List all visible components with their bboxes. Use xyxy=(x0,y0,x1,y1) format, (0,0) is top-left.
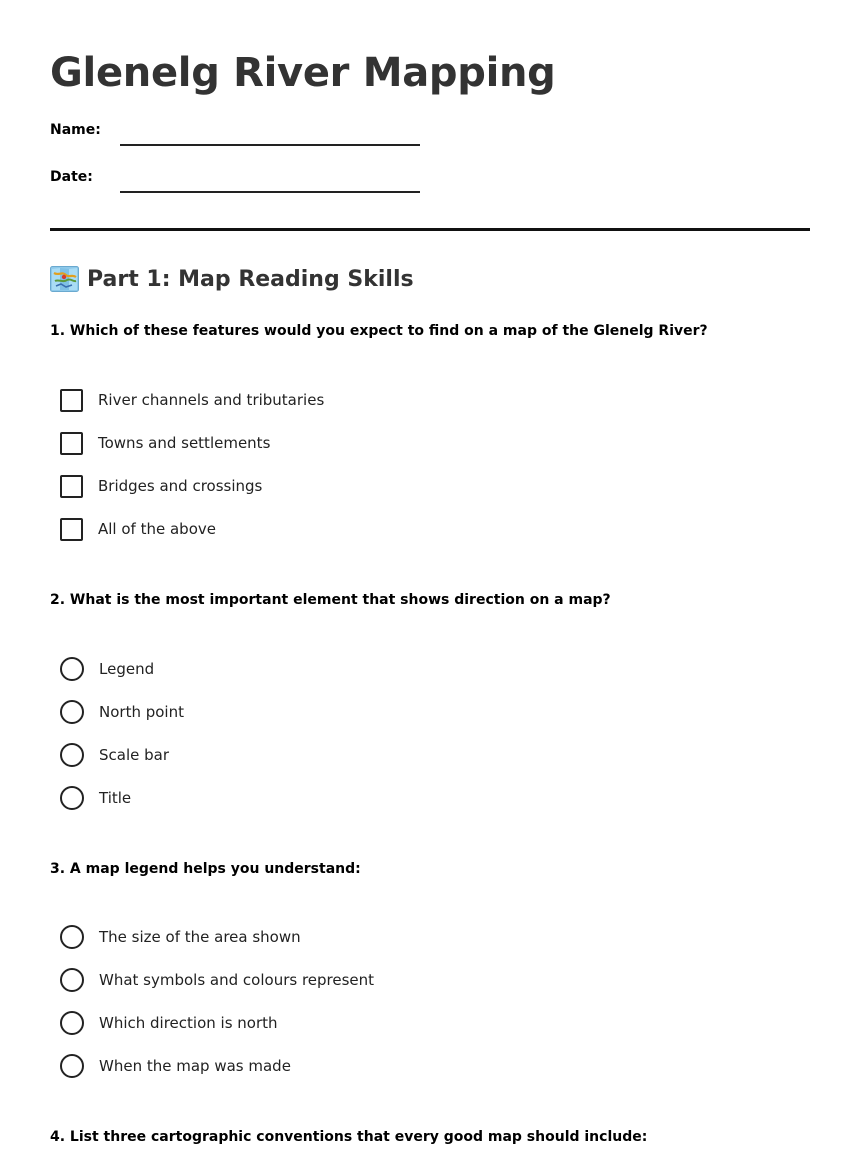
q2-option-3[interactable] xyxy=(60,742,169,768)
option-label: The size of the area shown xyxy=(99,928,301,946)
checkbox[interactable] xyxy=(60,389,83,412)
q3-option-3[interactable] xyxy=(60,1010,278,1036)
checkbox[interactable] xyxy=(60,432,83,455)
radio-button[interactable] xyxy=(60,700,84,724)
q2-option-4[interactable] xyxy=(60,785,131,811)
option-label: Scale bar xyxy=(99,746,170,764)
option-label: Which direction is north xyxy=(99,1014,278,1032)
option-label: Bridges and crossings xyxy=(98,477,263,495)
q3-option-4[interactable] xyxy=(60,1053,291,1079)
option-label: Towns and settlements xyxy=(98,434,271,452)
checkbox[interactable] xyxy=(60,518,83,541)
radio-button[interactable] xyxy=(60,743,84,767)
option-label: All of the above xyxy=(98,520,216,538)
header-divider xyxy=(50,228,810,231)
name-label: Name: xyxy=(50,122,101,138)
name-field-row xyxy=(50,120,430,150)
date-field[interactable] xyxy=(120,191,420,193)
q2-option-2[interactable] xyxy=(60,699,184,725)
q1-option-3[interactable] xyxy=(60,473,262,499)
date-label: Date: xyxy=(50,169,93,185)
checkbox[interactable] xyxy=(60,475,83,498)
question-2: 2. What is the most important element that shows direction on a map? xyxy=(50,592,611,608)
name-field[interactable] xyxy=(120,144,420,146)
radio-button[interactable] xyxy=(60,786,84,810)
q1-option-2[interactable] xyxy=(60,430,270,456)
page-title: Glenelg River Mapping xyxy=(50,50,556,96)
radio-button[interactable] xyxy=(60,1011,84,1035)
option-label: What symbols and colours represent xyxy=(99,971,375,989)
q1-option-4[interactable] xyxy=(60,516,216,542)
option-label: River channels and tributaries xyxy=(98,391,325,409)
map-icon xyxy=(50,266,79,292)
option-label: When the map was made xyxy=(99,1057,291,1075)
q3-option-1[interactable] xyxy=(60,924,301,950)
option-label: Legend xyxy=(99,660,155,678)
section-heading xyxy=(50,266,414,292)
question-4: 4. List three cartographic conventions that every good map should include: xyxy=(50,1129,648,1145)
section-heading-text: Part 1: Map Reading Skills xyxy=(87,266,414,292)
option-label: Title xyxy=(99,789,132,807)
q1-option-1[interactable] xyxy=(60,387,324,413)
radio-button[interactable] xyxy=(60,968,84,992)
radio-button[interactable] xyxy=(60,1054,84,1078)
q3-option-2[interactable] xyxy=(60,967,374,993)
radio-button[interactable] xyxy=(60,925,84,949)
q2-option-1[interactable] xyxy=(60,656,154,682)
radio-button[interactable] xyxy=(60,657,84,681)
date-field-row xyxy=(50,167,430,197)
question-3: 3. A map legend helps you understand: xyxy=(50,861,361,877)
question-1: 1. Which of these features would you expect to find on a map of the Glenelg River? xyxy=(50,323,708,339)
option-label: North point xyxy=(99,703,184,721)
